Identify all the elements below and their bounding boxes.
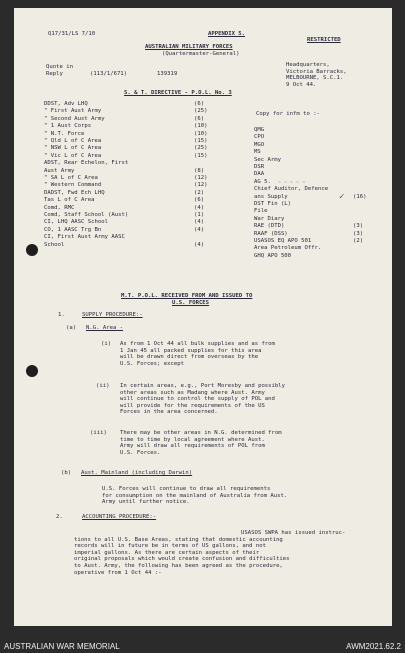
list-item-label: DADST, Fwd Ech LHQ [44,189,105,196]
archive-id: AWM2021.62.2 [346,642,401,651]
copy-for-info-heading: Copy for infm to :- [256,111,320,117]
archive-name: AUSTRALIAN WAR MEMORIAL [4,642,120,651]
sub-b-marker: (b) [61,470,72,476]
list-item-label: " Qld L of C Area [44,138,102,144]
list-item-count: (4) [194,204,205,211]
reply-label: Reply [46,71,63,77]
list-item-label: " 1 Aust Corps [44,123,92,130]
text-line: for consumption on the mainland of Australia from Aust. [102,492,288,499]
list-item-label: DST Fin (L) [254,201,292,207]
para-iii-number: (iii) [90,430,107,436]
list-item-count: (4) [194,219,205,226]
list-item-label: CI, LHQ AASC School [44,219,108,226]
org-name: AUSTRALIAN MILITARY FORCES [145,44,233,50]
list-item-count: (2) [194,189,205,196]
section-2-number: 2. [56,514,63,520]
list-item-label: Area Petroleum Offr. [254,245,322,252]
sub-b-heading: Aust. Mainland (including Darwin) [81,470,193,476]
text-line: Forces in the area concerned. [120,409,218,416]
list-item-label: CO, 1 AASC Trg Bn [44,226,102,233]
text-line: There may be other areas in N.G. determined from [120,430,282,436]
list-item-label: DSR [254,164,265,170]
list-item-count: (6) [194,101,205,107]
text-line: records will in future be in terms of US gallons, and not [74,543,266,550]
text-line: will be drawn direct from overseas by the [120,354,259,361]
text-line: time to time by local agreement where Aust. [120,436,265,443]
list-item-count: (3) [353,230,364,237]
list-item-label: DDST, Adv LHQ [44,101,88,107]
list-item-label: ADST, Rear Echelon, First [44,160,129,167]
list-item-label: War Diary [254,215,285,222]
list-item-count: (12) [194,175,208,181]
list-item-label: " NSW L of C Area [44,145,102,152]
text-line: Army will draw all requirements of POL from [120,443,265,450]
section-1-heading: SUPPLY PROCEDURE:- [82,312,143,318]
punch-hole-bottom [26,365,38,377]
text-line: tions to all U.S. Base Areas, stating that domestic accounting [74,536,283,543]
list-item-label: Tas L of C Area [44,197,95,204]
list-item-count: (10) [194,123,208,130]
text-line: USASOS SWPA has issued instruc- [241,530,346,536]
list-item-count: (6) [194,197,205,204]
list-item-label: Comd, Staff School (Aust) [44,212,129,218]
list-item-label: " Second Aust Army [44,115,105,122]
list-item-count: (12) [194,182,208,189]
list-item-label: Chief Auditor, Defence [254,186,329,193]
text-line: U.S. Forces; except [120,360,184,367]
list-item-label: " N.T. Force [44,130,85,137]
list-item-label: RAAF (DSS) [254,230,288,237]
list-item-count: (16) [353,193,367,200]
punch-hole-top [26,244,38,256]
text-line: operative from 1 Oct 44 :- [74,569,162,576]
text-line: U.S. Forces will continue to draw all requirements [102,486,271,492]
list-item-label: USASOS EQ APO 501 [254,238,312,244]
sub-a-heading: N.G. Area - [86,325,124,331]
list-item-label: Sec Army [254,156,281,163]
text-line: other areas such as Madang where Aust. Army [120,389,265,396]
list-item-label: GHQ APO 500 [254,252,292,259]
text-line: to Aust. Army, the following has been agreed as the procedure, [74,563,283,569]
org-subtitle: (Quartermaster-General) [162,51,240,57]
text-line: will continue to control the supply of POL and [120,396,275,403]
file-reference: Q17/31/LS 7/10 [48,31,96,37]
text-line: In certain areas, e.g., Port Moresby and possibly [120,383,286,389]
text-line: will provide for the requirements of the US [120,402,265,409]
sub-a-marker: (a) [66,325,77,331]
restricted-stamp: RESTRICTED [307,37,341,43]
list-item-count: (1) [194,212,205,218]
text-line: Victoria Barracks, [286,68,347,75]
text-line: Headquarters, [286,62,330,68]
section-title-line-2: U.S. FORCES [172,300,210,306]
list-item-label: QMG [254,127,265,133]
list-item-label: MGO [254,141,265,148]
text-line: MELBOURNE, S.C.1. [286,75,344,82]
list-item-label: CPO [254,134,265,141]
list-item-count: (3) [353,223,364,230]
list-item-label: RAE (DTD) [254,223,285,230]
section-1-number: 1. [58,312,65,318]
list-item-count: (15) [194,138,208,144]
list-item-label: " SA L of C Area [44,175,98,181]
list-item-count: (4) [194,241,205,248]
tick-mark: ✓ [339,192,345,202]
section-2-heading: ACCOUNTING PROCEDURE:- [82,514,157,520]
list-item-label: School [44,241,65,248]
list-item-label: MS [254,149,261,156]
list-item-count: (6) [194,115,205,122]
quote-number: 139319 [157,71,178,77]
archive-footer [0,634,405,653]
directive-title: S. & T. DIRECTIVE - P.O.L. No. 3 [124,90,232,96]
list-item-label: " First Aust Army [44,108,102,115]
document-page [14,8,392,626]
list-item-count: (4) [194,226,205,233]
para-ii-number: (ii) [96,383,110,389]
text-line: 1 Jan 45 all packed supplies for this area [120,347,262,354]
section-title-line-1: M.T. P.O.L. RECEIVED FROM AND ISSUED TO [121,293,253,299]
list-item-count: (10) [194,130,208,137]
list-item-label: Aust Army [44,167,75,174]
list-item-label: File [254,208,268,215]
text-line: 9 Oct 44. [286,81,317,88]
list-item-count: (8) [194,167,205,174]
list-item-label: CI, First Aust Army AASC [44,234,125,241]
list-item-count: (25) [194,145,208,152]
list-item-label: AG 5. [254,178,271,185]
para-i-number: (i) [101,341,112,347]
text-line: As from 1 Oct 44 all bulk supplies and as from [120,341,275,347]
list-item-label: ans Supply [254,193,288,200]
list-item-count: (15) [194,152,208,159]
handwritten-annotation: ~ ~ ~ ~ ~ [278,180,306,186]
appendix-label: APPENDIX 5. [208,31,246,37]
quote-reference: (113/1/671) [90,71,128,77]
list-item-label: " Western Command [44,182,102,189]
text-line: imperial gallons. As there are certain aspects of their [74,549,260,556]
list-item-count: (2) [353,238,364,244]
text-line: U.S. Forces. [120,449,161,456]
quote-label: Quote in [46,64,73,70]
text-line: original proposals which would create confusion and difficulties [74,556,290,563]
list-item-count: (25) [194,108,208,115]
text-line: Army until further notice. [102,499,190,506]
list-item-label: DAA [254,171,265,178]
list-item-label: " Vic L of C Area [44,152,102,159]
list-item-label: Comd, RMC [44,204,75,211]
